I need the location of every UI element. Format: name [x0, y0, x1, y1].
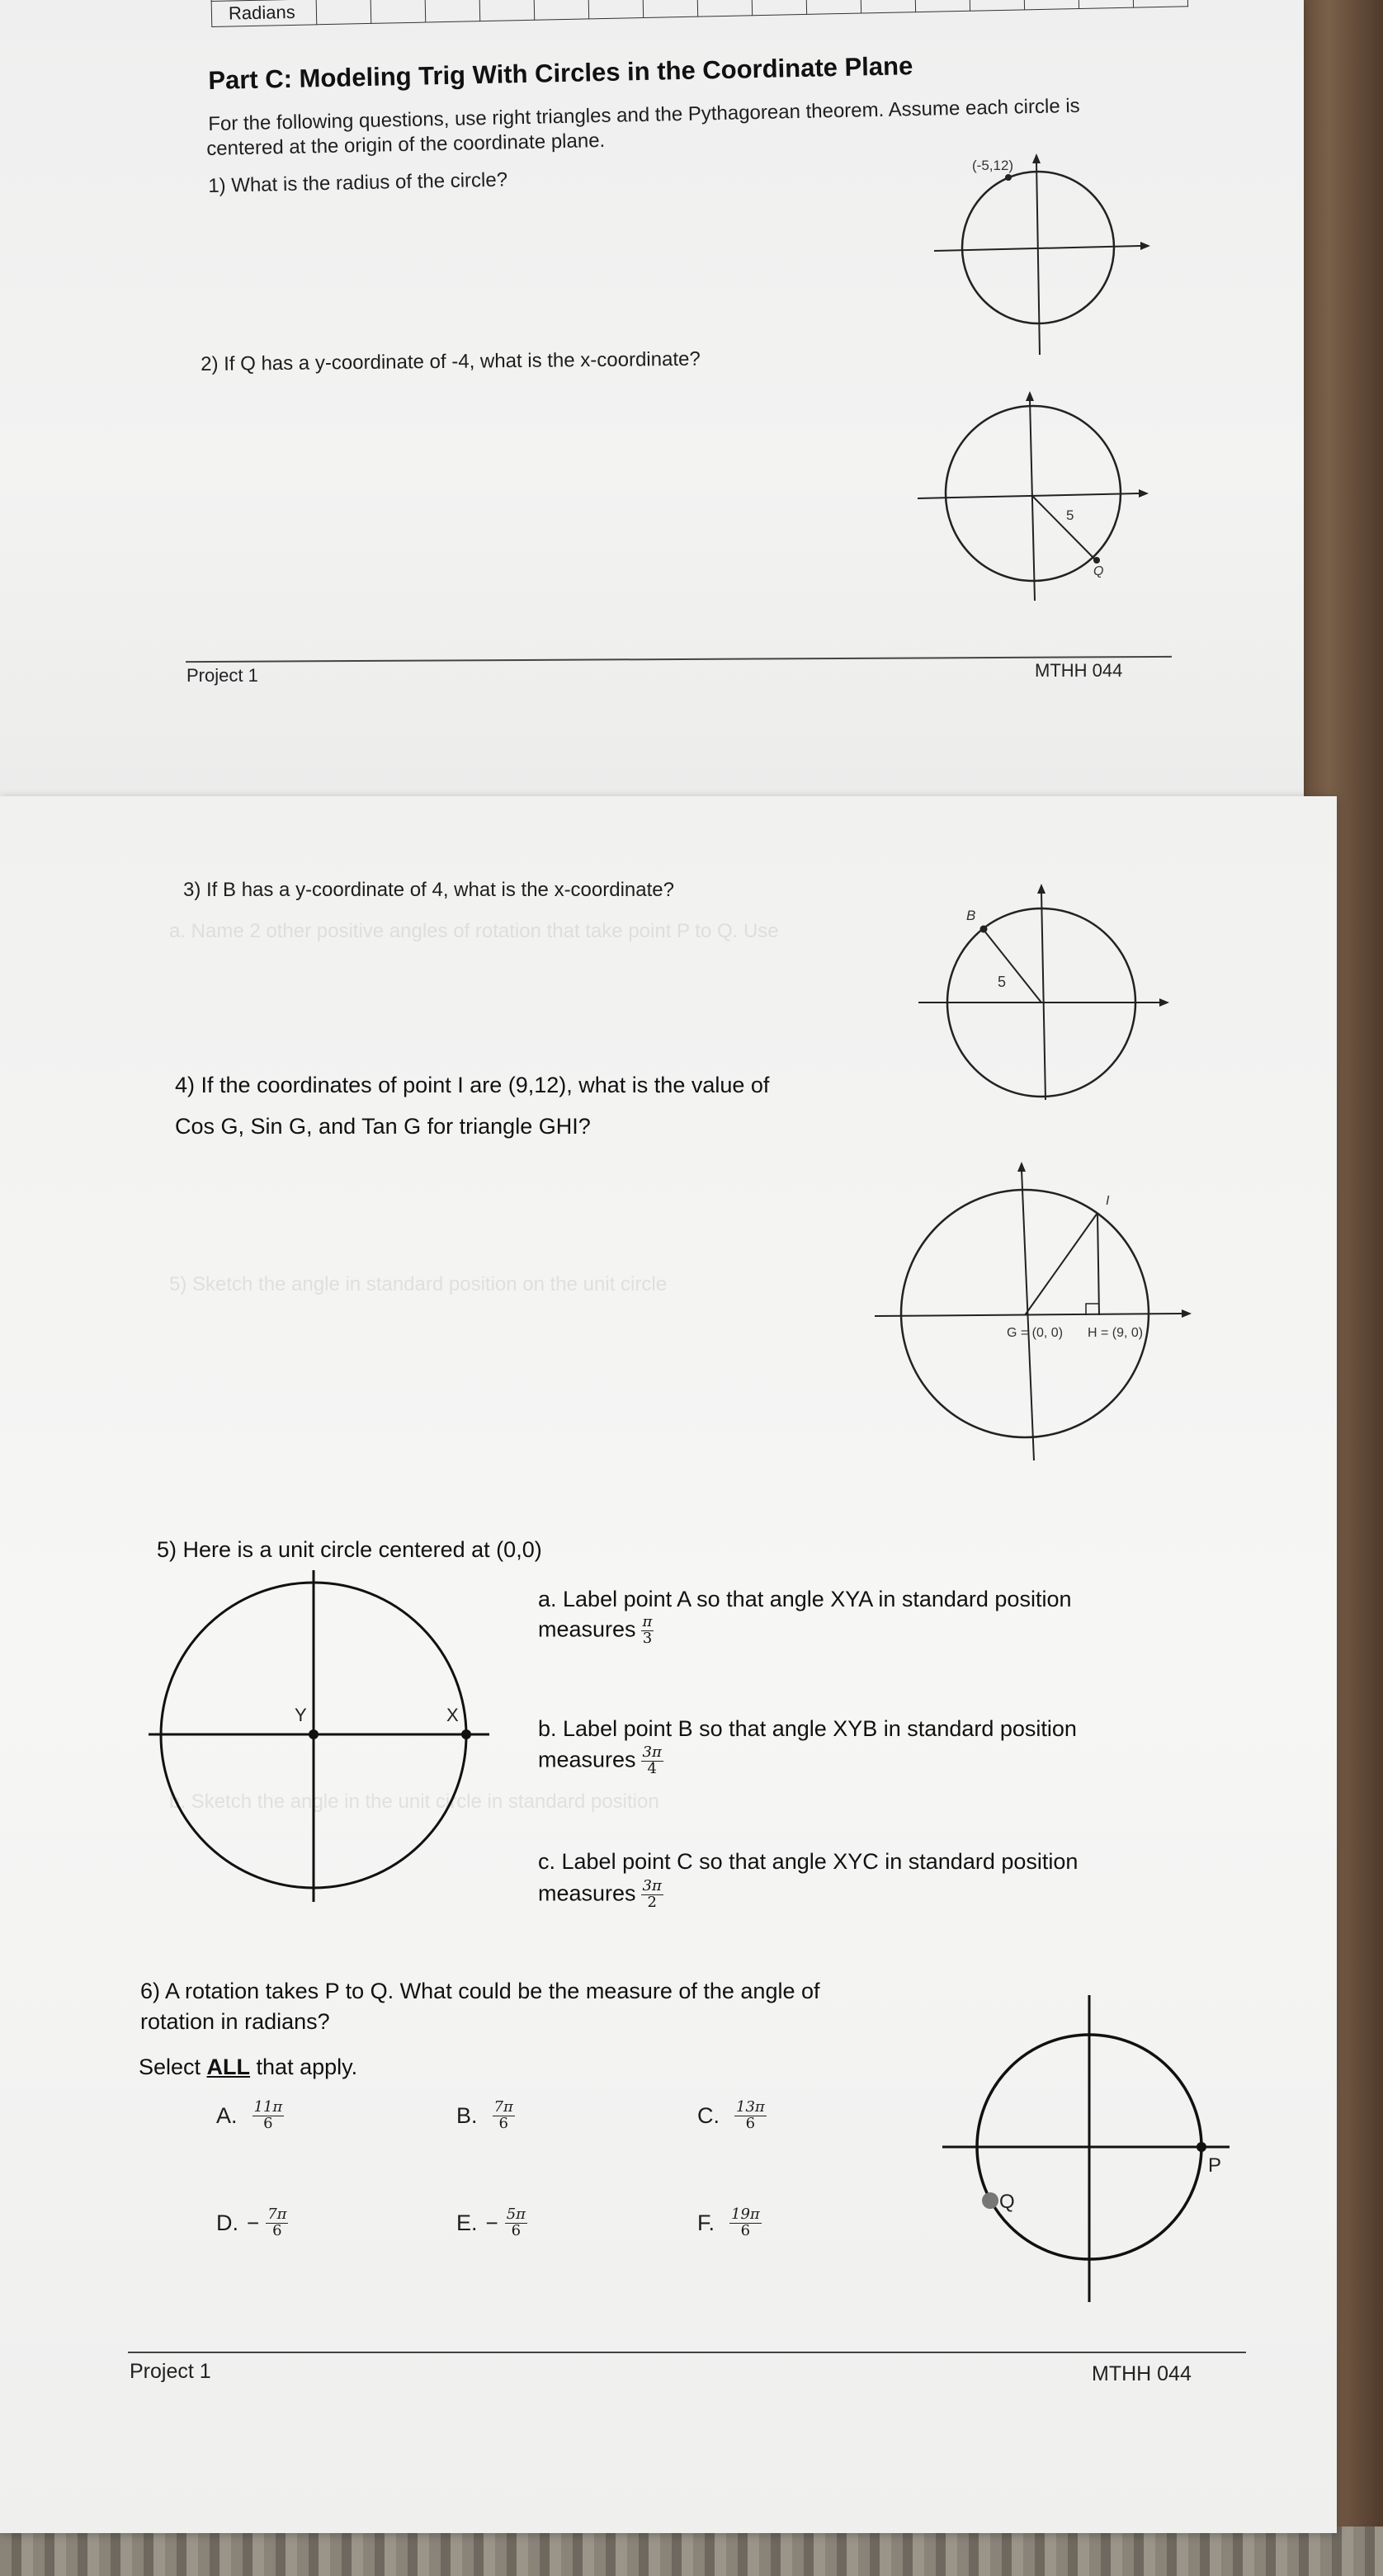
q6-label-p: P [1208, 2154, 1222, 2177]
table-cell [479, 0, 535, 21]
q4-label-g: G = (0, 0) [1007, 1326, 1064, 1340]
q5-part-b-measure [538, 1745, 663, 1777]
choice-letter: C. [697, 2102, 720, 2128]
q4-opposite-side [1097, 1213, 1099, 1315]
fraction-denominator: 6 [272, 2221, 282, 2239]
fraction-denominator: 6 [511, 2221, 522, 2239]
question-6-select-all [139, 2055, 357, 2080]
q3-radius-line [984, 930, 1041, 1003]
q3-y-arrow [1037, 884, 1046, 894]
choice-fraction [505, 2207, 527, 2239]
table-cell [806, 0, 861, 14]
section-title: Part C: Modeling Trig With Circles in the Coordinate Plane [208, 51, 913, 95]
choice-d[interactable] [216, 2207, 288, 2239]
q6-point-p [1197, 2142, 1206, 2152]
q1-y-axis [1036, 162, 1040, 355]
q6-point-q [982, 2192, 998, 2209]
q2-y-arrow [1026, 391, 1034, 401]
select-all-emphasis: ALL [206, 2055, 251, 2079]
footer-1-left: Project 1 [186, 665, 258, 686]
choice-letter: B. [456, 2102, 478, 2128]
worksheet-page-2 [0, 796, 1337, 2533]
fraction-numerator: 5π [506, 2206, 526, 2223]
measure-radians-table [210, 0, 1188, 27]
fraction-denominator: 4 [647, 1759, 657, 1777]
fraction-denominator: 6 [745, 2114, 756, 2132]
bleed-through-text: a. Name 2 other positive angles of rotation that take point P to Q. Use [169, 920, 779, 942]
select-suffix: that apply. [250, 2055, 358, 2079]
q5-label-y: Y [295, 1705, 307, 1725]
q3-point [980, 926, 988, 933]
instructions-line-1: For the following questions, use right triangles and the Pythagorean theorem. Assume each circle is [208, 94, 1080, 135]
footer-rule-1 [186, 656, 1172, 663]
choice-sign: − [247, 2210, 260, 2235]
q2-x-axis [918, 493, 1139, 498]
table-cell [1024, 0, 1079, 10]
q5-part-c-measures-word: measures [538, 1880, 636, 1906]
choice-fraction [493, 2100, 515, 2132]
q3-radius-label: 5 [998, 974, 1007, 990]
instructions-line-2: centered at the origin of the coordinate plane. [206, 129, 606, 160]
fraction-numerator: 13π [736, 2098, 765, 2116]
q5-part-c: c. Label point C so that angle XYC in standard position [538, 1849, 1079, 1874]
q1-x-arrow [1140, 242, 1150, 250]
fraction-denominator: 6 [498, 2114, 508, 2132]
choice-fraction [734, 2100, 767, 2132]
table-cell [316, 0, 371, 25]
q1-point [1005, 174, 1012, 181]
table-cell [588, 0, 644, 19]
table-cell [1133, 0, 1188, 7]
fraction-denominator: 3 [642, 1629, 653, 1647]
select-prefix: Select [139, 2055, 207, 2079]
bleed-through-text: b. Sketch the angle in the unit circle in standard position [169, 1790, 659, 1813]
table-cell [1079, 0, 1134, 8]
q3-point-label: B [966, 908, 976, 923]
choice-a[interactable] [216, 2100, 284, 2132]
worksheet-page-1 [0, 0, 1304, 796]
q5-origin-point-y [309, 1729, 319, 1739]
table-cell [371, 0, 426, 23]
question-6-line-2: rotation in radians? [140, 2009, 330, 2034]
table-cell [425, 0, 480, 22]
choice-c[interactable] [697, 2100, 767, 2132]
choice-letter: D. [216, 2210, 238, 2235]
fraction-denominator: 6 [263, 2114, 273, 2132]
question-5: 5) Here is a unit circle centered at (0,0) [157, 1537, 542, 1562]
footer-1-right: MTHH 044 [1035, 660, 1123, 681]
choice-e[interactable] [456, 2207, 527, 2239]
q5-part-c-measure [538, 1879, 663, 1911]
footer-rule-2 [128, 2352, 1246, 2353]
q2-circle-diagram [916, 388, 1155, 611]
q2-point-label: Q [1093, 564, 1104, 578]
bleed-through-text: 5) Sketch the angle in standard position on the unit circle [169, 1273, 668, 1295]
fraction-numerator: π [642, 1613, 653, 1630]
q1-y-arrow [1032, 153, 1041, 163]
q5-part-c-fraction [641, 1879, 663, 1911]
question-2: 2) If Q has a y-coordinate of -4, what is the x-coordinate? [201, 347, 701, 375]
question-4-line-2: Cos G, Sin G, and Tan G for triangle GHI? [175, 1114, 591, 1139]
question-6-line-1: 6) A rotation takes P to Q. What could be the measure of the angle of [140, 1979, 820, 2003]
choice-fraction [253, 2100, 285, 2132]
q3-y-axis [1041, 892, 1046, 1100]
q2-y-axis [1030, 399, 1035, 601]
q4-label-i: I [1106, 1194, 1110, 1208]
question-1: 1) What is the radius of the circle? [208, 168, 508, 197]
q5-label-x: X [446, 1705, 459, 1725]
fraction-numerator: 19π [731, 2206, 760, 2223]
table-cell [643, 0, 698, 18]
choice-f[interactable] [697, 2207, 762, 2239]
table-cell [752, 0, 807, 16]
table-cell [970, 0, 1025, 11]
choice-fraction [729, 2207, 762, 2239]
q4-triangle-diagram [866, 1155, 1197, 1460]
fraction-numerator: 7π [493, 2098, 513, 2116]
fraction-numerator: 3π [642, 1743, 662, 1761]
q5-part-b: b. Label point B so that angle XYB in standard position [538, 1716, 1077, 1741]
q6-label-q: Q [999, 2191, 1015, 2213]
table-label-radians: Radians [211, 0, 316, 26]
choice-letter: E. [456, 2210, 478, 2235]
q2-x-arrow [1139, 489, 1149, 498]
table-cell [915, 0, 970, 12]
footer-2-right: MTHH 044 [1092, 2362, 1192, 2385]
q5-part-a-measure [538, 1615, 654, 1647]
q5-point-x [461, 1729, 471, 1739]
table-cell [861, 0, 916, 13]
choice-fraction [266, 2207, 288, 2239]
table-cell [534, 0, 589, 20]
q1-circle-diagram [924, 149, 1155, 363]
q1-point-label: (-5,12) [972, 158, 1014, 173]
table-cell [697, 0, 753, 17]
q3-circle-diagram [912, 879, 1176, 1102]
q4-x-arrow [1182, 1309, 1192, 1318]
q2-radius-label: 5 [1066, 507, 1074, 523]
footer-2-left: Project 1 [130, 2360, 211, 2383]
q4-label-h: H = (9, 0) [1088, 1326, 1144, 1340]
floor-rug-strip [0, 2526, 1383, 2576]
q4-hypotenuse [1025, 1213, 1097, 1315]
q2-point [1093, 557, 1100, 564]
q5-part-a: a. Label point A so that angle XYA in standard position [538, 1587, 1072, 1611]
q5-part-a-measures-word: measures [538, 1616, 636, 1642]
fraction-denominator: 2 [647, 1893, 657, 1911]
fraction-numerator: 3π [642, 1877, 662, 1894]
q6-rotation-diagram [932, 1989, 1246, 2302]
question-3: 3) If B has a y-coordinate of 4, what is the x-coordinate? [183, 879, 674, 901]
q5-unit-circle [144, 1568, 499, 1914]
q5-part-b-measures-word: measures [538, 1747, 636, 1772]
question-4-line-1: 4) If the coordinates of point I are (9,12), what is the value of [175, 1073, 770, 1097]
q5-part-a-fraction [641, 1615, 654, 1647]
choice-letter: A. [216, 2102, 238, 2128]
fraction-numerator: 11π [253, 2098, 283, 2116]
q4-y-arrow [1017, 1162, 1026, 1172]
fraction-numerator: 7π [267, 2206, 287, 2223]
choice-letter: F. [697, 2210, 715, 2235]
q5-part-b-fraction [641, 1745, 663, 1777]
choice-sign: − [485, 2210, 498, 2235]
choice-b[interactable] [456, 2100, 515, 2132]
fraction-denominator: 6 [740, 2221, 751, 2239]
q2-radius-line [1032, 496, 1096, 560]
q3-x-arrow [1159, 998, 1169, 1007]
